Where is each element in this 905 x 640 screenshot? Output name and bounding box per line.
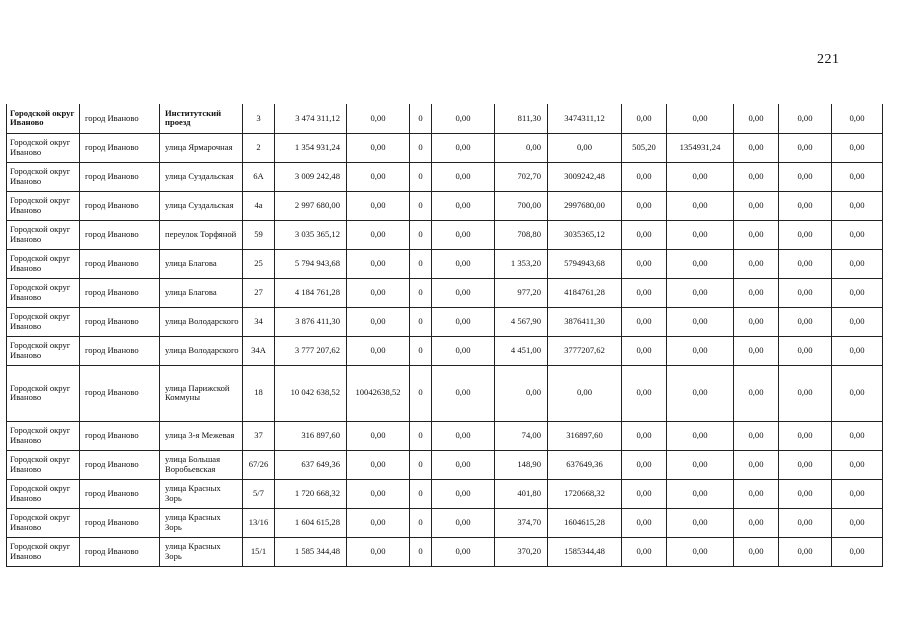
cell-cost-col-10: 5794943,68 <box>548 249 622 278</box>
cell-settlement: город Иваново <box>80 336 160 365</box>
cell-cost-col-10: 1585344,48 <box>548 537 622 566</box>
cell-cost-col-13: 0,00 <box>734 249 779 278</box>
cell-cost-col-8: 0,00 <box>432 307 495 336</box>
cell-cost-col-15: 0,00 <box>832 365 883 421</box>
cell-cost-col-15: 0,00 <box>832 508 883 537</box>
cell-cost-col-14: 0,00 <box>779 508 832 537</box>
cell-area-col-9: 977,20 <box>495 278 548 307</box>
cell-cost-col-14: 0,00 <box>779 365 832 421</box>
cell-cost-col-10: 637649,36 <box>548 450 622 479</box>
cell-total-cost: 3 876 411,30 <box>275 307 347 336</box>
cell-cost-col-15: 0,00 <box>832 479 883 508</box>
cell-cost-col-14: 0,00 <box>779 278 832 307</box>
cell-area-col-9: 74,00 <box>495 421 548 450</box>
cell-total-cost: 1 604 615,28 <box>275 508 347 537</box>
cell-street: улица Благова <box>160 278 243 307</box>
cell-cost-col-14: 0,00 <box>779 133 832 162</box>
cell-cost-col-6: 0,00 <box>347 479 410 508</box>
cell-cost-col-6: 0,00 <box>347 191 410 220</box>
cell-cost-col-6: 0,00 <box>347 220 410 249</box>
cell-settlement: город Иваново <box>80 191 160 220</box>
table-row <box>7 249 883 278</box>
cell-house-number: 67/26 <box>243 450 275 479</box>
cell-house-number: 13/16 <box>243 508 275 537</box>
cell-municipality: Городской округ Иваново <box>7 508 80 537</box>
cell-cost-col-13: 0,00 <box>734 479 779 508</box>
table-row <box>7 278 883 307</box>
cell-cost-col-13: 0,00 <box>734 220 779 249</box>
cell-area-col-11: 0,00 <box>622 508 667 537</box>
cell-area-col-9: 0,00 <box>495 365 548 421</box>
cell-settlement: город Иваново <box>80 365 160 421</box>
cell-count-col-7: 0 <box>410 162 432 191</box>
cell-count-col-7: 0 <box>410 220 432 249</box>
cell-municipality: Городской округ Иваново <box>7 307 80 336</box>
cell-settlement: город Иваново <box>80 479 160 508</box>
table-row <box>7 133 883 162</box>
cell-area-col-11: 0,00 <box>622 191 667 220</box>
cell-street: улица Парижской Коммуны <box>160 365 243 421</box>
cell-cost-col-10: 4184761,28 <box>548 278 622 307</box>
cell-cost-col-15: 0,00 <box>832 450 883 479</box>
cell-settlement: город Иваново <box>80 537 160 566</box>
cell-cost-col-12: 0,00 <box>667 537 734 566</box>
cell-cost-col-14: 0,00 <box>779 220 832 249</box>
cell-cost-col-12: 0,00 <box>667 162 734 191</box>
cell-area-col-11: 0,00 <box>622 249 667 278</box>
cell-area-col-9: 708,80 <box>495 220 548 249</box>
cell-area-col-9: 401,80 <box>495 479 548 508</box>
cell-area-col-11: 0,00 <box>622 336 667 365</box>
cell-cost-col-6: 0,00 <box>347 421 410 450</box>
cell-cost-col-10: 316897,60 <box>548 421 622 450</box>
cell-count-col-7: 0 <box>410 278 432 307</box>
cell-area-col-11: 0,00 <box>622 421 667 450</box>
cell-cost-col-12: 0,00 <box>667 479 734 508</box>
cell-street: улица Суздальская <box>160 162 243 191</box>
register-table <box>6 104 883 567</box>
cell-cost-col-14: 0,00 <box>779 162 832 191</box>
cell-area-col-11: 0,00 <box>622 365 667 421</box>
cell-cost-col-15: 0,00 <box>832 421 883 450</box>
cell-cost-col-8: 0,00 <box>432 191 495 220</box>
cell-cost-col-6: 0,00 <box>347 336 410 365</box>
cell-count-col-7: 0 <box>410 336 432 365</box>
cell-cost-col-10: 2997680,00 <box>548 191 622 220</box>
cell-area-col-9: 811,30 <box>495 104 548 133</box>
table-row <box>7 220 883 249</box>
cell-municipality: Городской округ Иваново <box>7 365 80 421</box>
cell-municipality: Городской округ Иваново <box>7 537 80 566</box>
cell-municipality: Городской округ Иваново <box>7 104 80 133</box>
cell-cost-col-13: 0,00 <box>734 508 779 537</box>
cell-total-cost: 1 354 931,24 <box>275 133 347 162</box>
cell-cost-col-10: 1720668,32 <box>548 479 622 508</box>
cell-total-cost: 1 720 668,32 <box>275 479 347 508</box>
cell-street: улица Красных Зорь <box>160 537 243 566</box>
cell-area-col-9: 702,70 <box>495 162 548 191</box>
cell-cost-col-12: 0,00 <box>667 104 734 133</box>
cell-cost-col-8: 0,00 <box>432 133 495 162</box>
table-row <box>7 191 883 220</box>
cell-cost-col-8: 0,00 <box>432 162 495 191</box>
cell-total-cost: 4 184 761,28 <box>275 278 347 307</box>
cell-municipality: Городской округ Иваново <box>7 249 80 278</box>
cell-cost-col-12: 0,00 <box>667 421 734 450</box>
cell-cost-col-8: 0,00 <box>432 104 495 133</box>
cell-cost-col-6: 0,00 <box>347 162 410 191</box>
cell-house-number: 5/7 <box>243 479 275 508</box>
cell-settlement: город Иваново <box>80 508 160 537</box>
cell-total-cost: 2 997 680,00 <box>275 191 347 220</box>
cell-cost-col-15: 0,00 <box>832 537 883 566</box>
cell-house-number: 27 <box>243 278 275 307</box>
cell-cost-col-6: 0,00 <box>347 278 410 307</box>
table-row <box>7 421 883 450</box>
cell-cost-col-15: 0,00 <box>832 104 883 133</box>
cell-total-cost: 637 649,36 <box>275 450 347 479</box>
cell-settlement: город Иваново <box>80 450 160 479</box>
table-row <box>7 307 883 336</box>
cell-settlement: город Иваново <box>80 307 160 336</box>
cell-street: улица Ярмарочная <box>160 133 243 162</box>
cell-house-number: 34 <box>243 307 275 336</box>
cell-settlement: город Иваново <box>80 162 160 191</box>
cell-total-cost: 3 474 311,12 <box>275 104 347 133</box>
cell-settlement: город Иваново <box>80 421 160 450</box>
table-row <box>7 450 883 479</box>
cell-cost-col-15: 0,00 <box>832 249 883 278</box>
cell-municipality: Городской округ Иваново <box>7 191 80 220</box>
cell-settlement: город Иваново <box>80 249 160 278</box>
cell-area-col-9: 148,90 <box>495 450 548 479</box>
cell-count-col-7: 0 <box>410 249 432 278</box>
cell-municipality: Городской округ Иваново <box>7 220 80 249</box>
cell-total-cost: 5 794 943,68 <box>275 249 347 278</box>
cell-cost-col-10: 3035365,12 <box>548 220 622 249</box>
cell-settlement: город Иваново <box>80 104 160 133</box>
cell-cost-col-8: 0,00 <box>432 421 495 450</box>
cell-total-cost: 10 042 638,52 <box>275 365 347 421</box>
cell-house-number: 3 <box>243 104 275 133</box>
cell-cost-col-15: 0,00 <box>832 162 883 191</box>
cell-cost-col-12: 0,00 <box>667 220 734 249</box>
cell-count-col-7: 0 <box>410 133 432 162</box>
cell-count-col-7: 0 <box>410 307 432 336</box>
cell-house-number: 34А <box>243 336 275 365</box>
cell-cost-col-10: 3777207,62 <box>548 336 622 365</box>
cell-street: улица 3-я Межевая <box>160 421 243 450</box>
cell-municipality: Городской округ Иваново <box>7 479 80 508</box>
cell-cost-col-12: 0,00 <box>667 508 734 537</box>
cell-house-number: 18 <box>243 365 275 421</box>
cell-street: улица Володарского <box>160 336 243 365</box>
cell-cost-col-12: 0,00 <box>667 336 734 365</box>
cell-cost-col-8: 0,00 <box>432 365 495 421</box>
cell-street: улица Красных Зорь <box>160 479 243 508</box>
cell-cost-col-13: 0,00 <box>734 421 779 450</box>
cell-area-col-9: 1 353,20 <box>495 249 548 278</box>
cell-cost-col-14: 0,00 <box>779 450 832 479</box>
cell-cost-col-13: 0,00 <box>734 450 779 479</box>
cell-area-col-11: 0,00 <box>622 220 667 249</box>
cell-house-number: 2 <box>243 133 275 162</box>
cell-cost-col-14: 0,00 <box>779 421 832 450</box>
cell-cost-col-10: 3009242,48 <box>548 162 622 191</box>
cell-count-col-7: 0 <box>410 104 432 133</box>
cell-cost-col-6: 0,00 <box>347 133 410 162</box>
cell-cost-col-14: 0,00 <box>779 191 832 220</box>
cell-cost-col-10: 3876411,30 <box>548 307 622 336</box>
cell-cost-col-12: 0,00 <box>667 191 734 220</box>
cell-street: улица Володарского <box>160 307 243 336</box>
cell-cost-col-13: 0,00 <box>734 336 779 365</box>
cell-cost-col-8: 0,00 <box>432 278 495 307</box>
cell-street: переулок Торфяной <box>160 220 243 249</box>
cell-cost-col-10: 0,00 <box>548 365 622 421</box>
cell-cost-col-13: 0,00 <box>734 162 779 191</box>
cell-house-number: 6А <box>243 162 275 191</box>
cell-area-col-9: 700,00 <box>495 191 548 220</box>
cell-municipality: Городской округ Иваново <box>7 278 80 307</box>
cell-count-col-7: 0 <box>410 537 432 566</box>
table-row <box>7 508 883 537</box>
cell-cost-col-8: 0,00 <box>432 479 495 508</box>
cell-cost-col-13: 0,00 <box>734 278 779 307</box>
cell-cost-col-8: 0,00 <box>432 220 495 249</box>
cell-cost-col-10: 3474311,12 <box>548 104 622 133</box>
cell-count-col-7: 0 <box>410 450 432 479</box>
cell-area-col-9: 374,70 <box>495 508 548 537</box>
cell-cost-col-13: 0,00 <box>734 537 779 566</box>
cell-cost-col-6: 0,00 <box>347 508 410 537</box>
cell-cost-col-10: 1604615,28 <box>548 508 622 537</box>
table-row <box>7 479 883 508</box>
cell-cost-col-14: 0,00 <box>779 479 832 508</box>
cell-cost-col-13: 0,00 <box>734 133 779 162</box>
cell-cost-col-8: 0,00 <box>432 336 495 365</box>
cell-cost-col-15: 0,00 <box>832 336 883 365</box>
cell-settlement: город Иваново <box>80 133 160 162</box>
cell-cost-col-14: 0,00 <box>779 249 832 278</box>
cell-total-cost: 3 035 365,12 <box>275 220 347 249</box>
cell-cost-col-6: 10042638,52 <box>347 365 410 421</box>
cell-street: улица Большая Воробьевская <box>160 450 243 479</box>
cell-cost-col-13: 0,00 <box>734 191 779 220</box>
cell-settlement: город Иваново <box>80 220 160 249</box>
cell-area-col-11: 0,00 <box>622 450 667 479</box>
table-row <box>7 104 883 133</box>
cell-cost-col-13: 0,00 <box>734 104 779 133</box>
cell-cost-col-12: 0,00 <box>667 249 734 278</box>
cell-house-number: 37 <box>243 421 275 450</box>
cell-municipality: Городской округ Иваново <box>7 336 80 365</box>
table-row <box>7 162 883 191</box>
cell-municipality: Городской округ Иваново <box>7 450 80 479</box>
cell-count-col-7: 0 <box>410 479 432 508</box>
cell-house-number: 15/1 <box>243 537 275 566</box>
cell-cost-col-12: 0,00 <box>667 365 734 421</box>
cell-settlement: город Иваново <box>80 278 160 307</box>
cell-count-col-7: 0 <box>410 508 432 537</box>
cell-area-col-11: 0,00 <box>622 479 667 508</box>
cell-municipality: Городской округ Иваново <box>7 421 80 450</box>
cell-house-number: 4а <box>243 191 275 220</box>
cell-total-cost: 3 009 242,48 <box>275 162 347 191</box>
cell-area-col-11: 0,00 <box>622 307 667 336</box>
cell-cost-col-6: 0,00 <box>347 450 410 479</box>
cell-cost-col-15: 0,00 <box>832 133 883 162</box>
cell-cost-col-14: 0,00 <box>779 104 832 133</box>
cell-cost-col-10: 0,00 <box>548 133 622 162</box>
cell-cost-col-14: 0,00 <box>779 537 832 566</box>
page-number: 221 <box>817 52 840 67</box>
cell-area-col-9: 4 451,00 <box>495 336 548 365</box>
cell-total-cost: 316 897,60 <box>275 421 347 450</box>
cell-area-col-11: 0,00 <box>622 278 667 307</box>
cell-cost-col-15: 0,00 <box>832 307 883 336</box>
cell-house-number: 25 <box>243 249 275 278</box>
cell-cost-col-6: 0,00 <box>347 307 410 336</box>
cell-cost-col-15: 0,00 <box>832 278 883 307</box>
cell-cost-col-12: 0,00 <box>667 307 734 336</box>
cell-cost-col-6: 0,00 <box>347 537 410 566</box>
cell-street: улица Красных Зорь <box>160 508 243 537</box>
cell-area-col-11: 505,20 <box>622 133 667 162</box>
cell-street: Институтский проезд <box>160 104 243 133</box>
cell-cost-col-6: 0,00 <box>347 104 410 133</box>
cell-house-number: 59 <box>243 220 275 249</box>
cell-municipality: Городской округ Иваново <box>7 162 80 191</box>
cell-area-col-11: 0,00 <box>622 162 667 191</box>
cell-cost-col-15: 0,00 <box>832 191 883 220</box>
cell-cost-col-14: 0,00 <box>779 336 832 365</box>
cell-count-col-7: 0 <box>410 421 432 450</box>
cell-cost-col-8: 0,00 <box>432 508 495 537</box>
cell-cost-col-12: 1354931,24 <box>667 133 734 162</box>
cell-total-cost: 3 777 207,62 <box>275 336 347 365</box>
cell-count-col-7: 0 <box>410 191 432 220</box>
table-row <box>7 336 883 365</box>
table-row <box>7 365 883 421</box>
cell-cost-col-6: 0,00 <box>347 249 410 278</box>
cell-area-col-9: 370,20 <box>495 537 548 566</box>
cell-cost-col-15: 0,00 <box>832 220 883 249</box>
cell-cost-col-8: 0,00 <box>432 249 495 278</box>
cell-cost-col-8: 0,00 <box>432 450 495 479</box>
cell-street: улица Суздальская <box>160 191 243 220</box>
cell-cost-col-12: 0,00 <box>667 278 734 307</box>
cell-area-col-11: 0,00 <box>622 537 667 566</box>
cell-area-col-9: 0,00 <box>495 133 548 162</box>
table-row <box>7 537 883 566</box>
cell-area-col-11: 0,00 <box>622 104 667 133</box>
cell-cost-col-13: 0,00 <box>734 307 779 336</box>
cell-cost-col-14: 0,00 <box>779 307 832 336</box>
cell-municipality: Городской округ Иваново <box>7 133 80 162</box>
cell-total-cost: 1 585 344,48 <box>275 537 347 566</box>
cell-cost-col-13: 0,00 <box>734 365 779 421</box>
cell-street: улица Благова <box>160 249 243 278</box>
cell-cost-col-8: 0,00 <box>432 537 495 566</box>
cell-cost-col-12: 0,00 <box>667 450 734 479</box>
cell-area-col-9: 4 567,90 <box>495 307 548 336</box>
cell-count-col-7: 0 <box>410 365 432 421</box>
